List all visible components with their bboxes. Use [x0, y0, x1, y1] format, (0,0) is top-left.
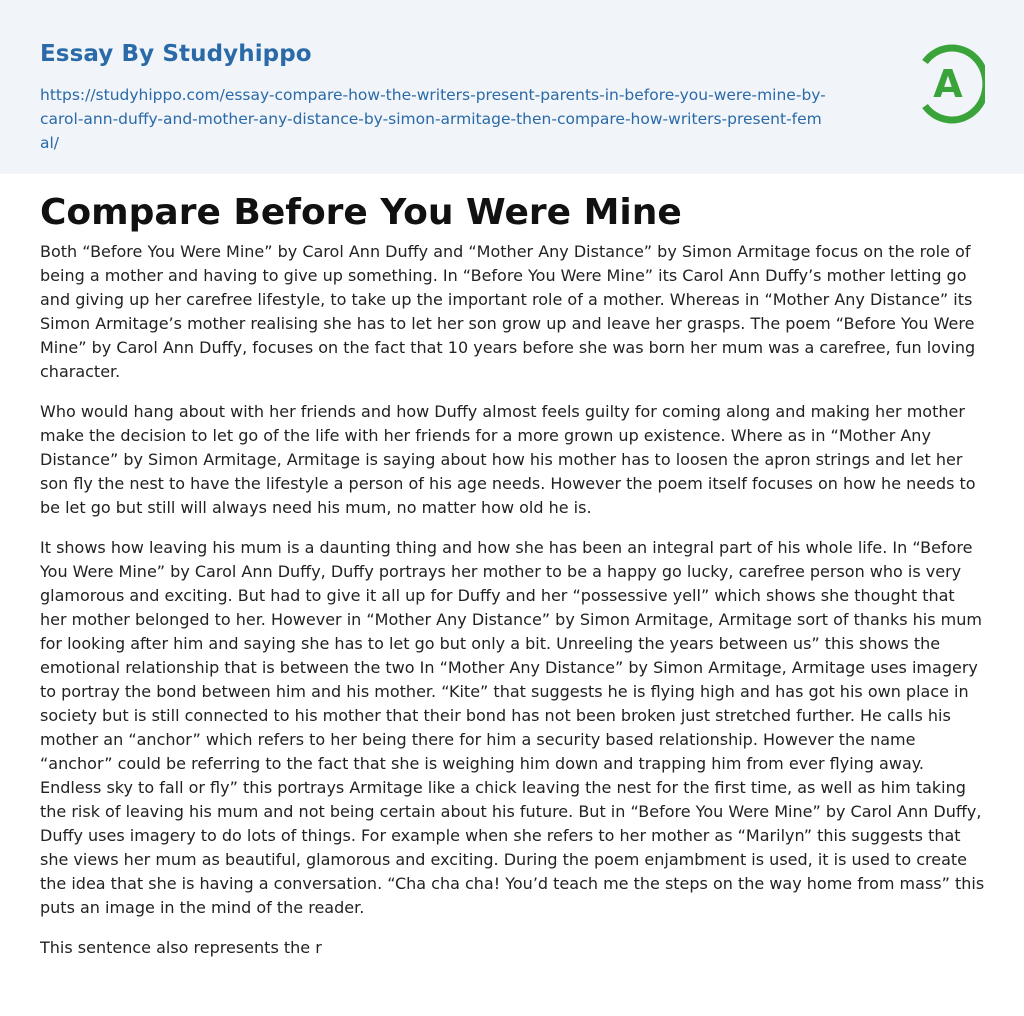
site-title[interactable]: Essay By Studyhippo	[40, 41, 312, 67]
article-paragraph: It shows how leaving his mum is a daunting thing and how she has been an integral part of his whole life. In “Before You Were Mine” by Carol Ann Duffy, Duffy portrays her mother to be a happy go lucky, carefree person who is very glamorous and exciting. But had to give it all up for Duffy and her “possessive yell” which shows she thought that her mother belonged to her. However in “Mother Any Distance” by Simon Armitage, Armitage sort of thanks his mum for looking after him and saying she has to let go but only a bit. Unreeling the years between us” this shows the emotional relationship that is between the two In “Mother Any Distance” by Simon Armitage, Armitage uses imagery to portray the bond between him and his mother. “Kite” that suggests he is flying high and has got his own place in society but is still connected to his mother that their bond has not been broken just stretched further. He calls his mother an “anchor” which refers to her being there for him a security based relationship. However the name “anchor” could be referring to the fact that she is weighing him down and trapping him from ever flying away. Endless sky to fall or fly” this portrays Armitage like a chick leaving the nest for the first time, as well as him taking the risk of leaving his mum and not being certain about his future. But in “Before You Were Mine” by Carol Ann Duffy, Duffy uses imagery to do lots of things. For example when she refers to her mother as “Marilyn” this suggests that she views her mum as beautiful, glamorous and exciting. During the poem enjambment is used, it is used to create the idea that she is having a conversation. “Cha cha cha! You’d teach me the steps on the way home from mass” this puts an image in the mind of the reader.	[40, 538, 985, 917]
article-paragraph: Both “Before You Were Mine” by Carol Ann Duffy and “Mother Any Distance” by Simon Armitage focus on the role of being a mother and having to give up something. In “Before You Were Mine” its Carol Ann Duffy’s mother letting go and giving up her carefree lifestyle, to take up the important role of a mother. Whereas in “Mother Any Distance” its Simon Armitage’s mother realising she has to let her son grow up and leave her grasps. The poem “Before You Were Mine” by Carol Ann Duffy, focuses on the fact that 10 years before she was born her mum was a carefree, fun loving character.	[40, 242, 976, 381]
article	[40, 192, 986, 976]
page-title: Compare Before You Were Mine	[40, 192, 682, 233]
article-paragraph: Who would hang about with her friends and how Duffy almost feels guilty for coming along and making her mother make the decision to let go of the life with her friends for a more grown up existence. Where as in “Mother Any Distance” by Simon Armitage, Armitage is saying about how his mother has to loosen the apron strings and let her son fly the nest to have the lifestyle a person of his age needs. However the poem itself focuses on how he needs to be let go but still will always need his mum, no matter how old he is.	[40, 402, 976, 517]
site-header	[0, 0, 1024, 174]
studyhippo-logo-icon[interactable]	[911, 42, 985, 126]
article-paragraph-truncated: This sentence also represents the r	[40, 938, 322, 957]
logo-letter: A	[933, 62, 963, 106]
source-url-link[interactable]: https://studyhippo.com/essay-compare-how-the-writers-present-parents-in-before-you-were-mine-by-carol-ann-duffy-and-mother-any-distance-by-simon-armitage-then-compare-how-writers-present-femal/	[40, 86, 826, 152]
